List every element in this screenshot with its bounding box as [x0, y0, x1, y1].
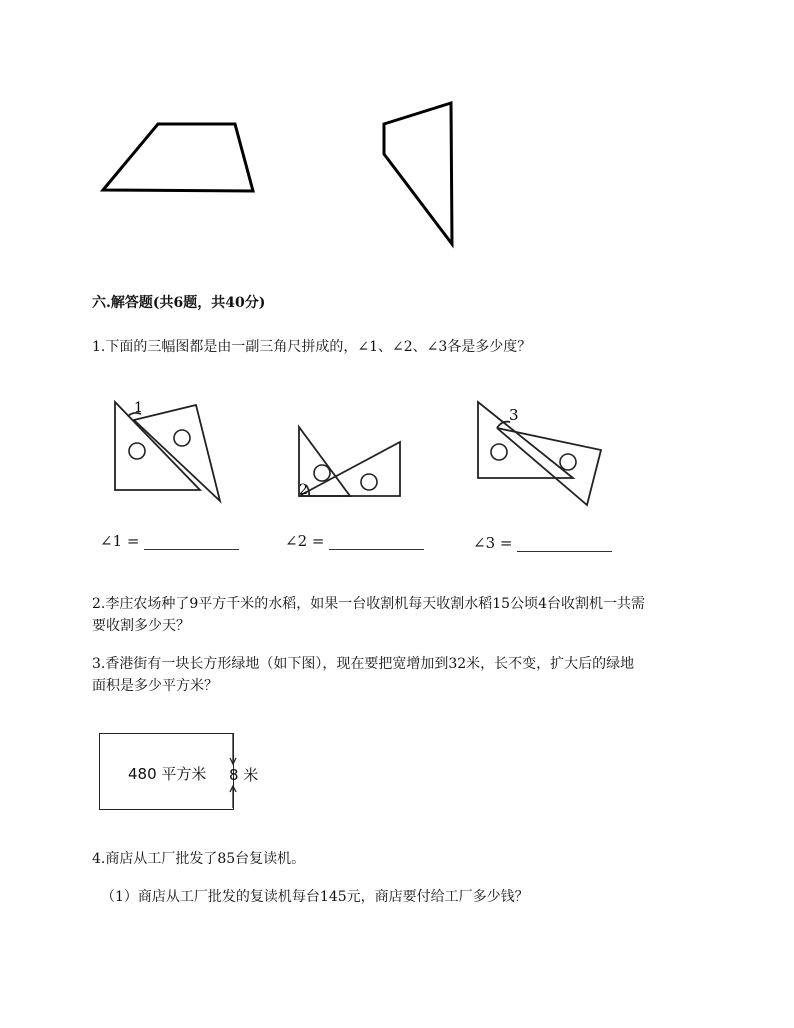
question-2-line-1: 2.李庄农场种了9平方千米的水稻，如果一台收割机每天收割水稻15公顷4台收割机一共需 [92, 596, 645, 612]
question-3-line-2: 面积是多少平方米？ [92, 678, 218, 694]
angle-mark-2: 2 [299, 482, 308, 498]
question-4-sub-1: （1）商店从工厂批发的复读机每台145元，商店要付给工厂多少钱？ [101, 889, 529, 905]
question-2-line-2: 要收割多少天？ [92, 618, 190, 634]
section-title: 六.解答题(共6题，共40分) [92, 295, 266, 311]
lawn-width-label: 8 米 [229, 766, 259, 784]
question-3-line-1: 3.香港街有一块长方形绿地（如下图），现在要把宽增加到32米，长不变，扩大后的绿地 [92, 656, 635, 672]
angle-mark-3: 3 [509, 406, 519, 424]
angle-mark-1: 1 [134, 400, 143, 416]
question-1-text: 1.下面的三幅图都是由一副三角尺拼成的，∠1、∠2、∠3各是多少度？ [92, 339, 532, 355]
lawn-area-label: 480 平方米 [128, 765, 207, 783]
question-4-text: 4.商店从工厂批发了85台复读机。 [92, 851, 306, 867]
answer-angle-2-label: ∠2 = [285, 532, 325, 550]
answer-angle-1-label: ∠1 = [100, 532, 140, 550]
answer-angle-3-label: ∠3 = [473, 534, 513, 552]
